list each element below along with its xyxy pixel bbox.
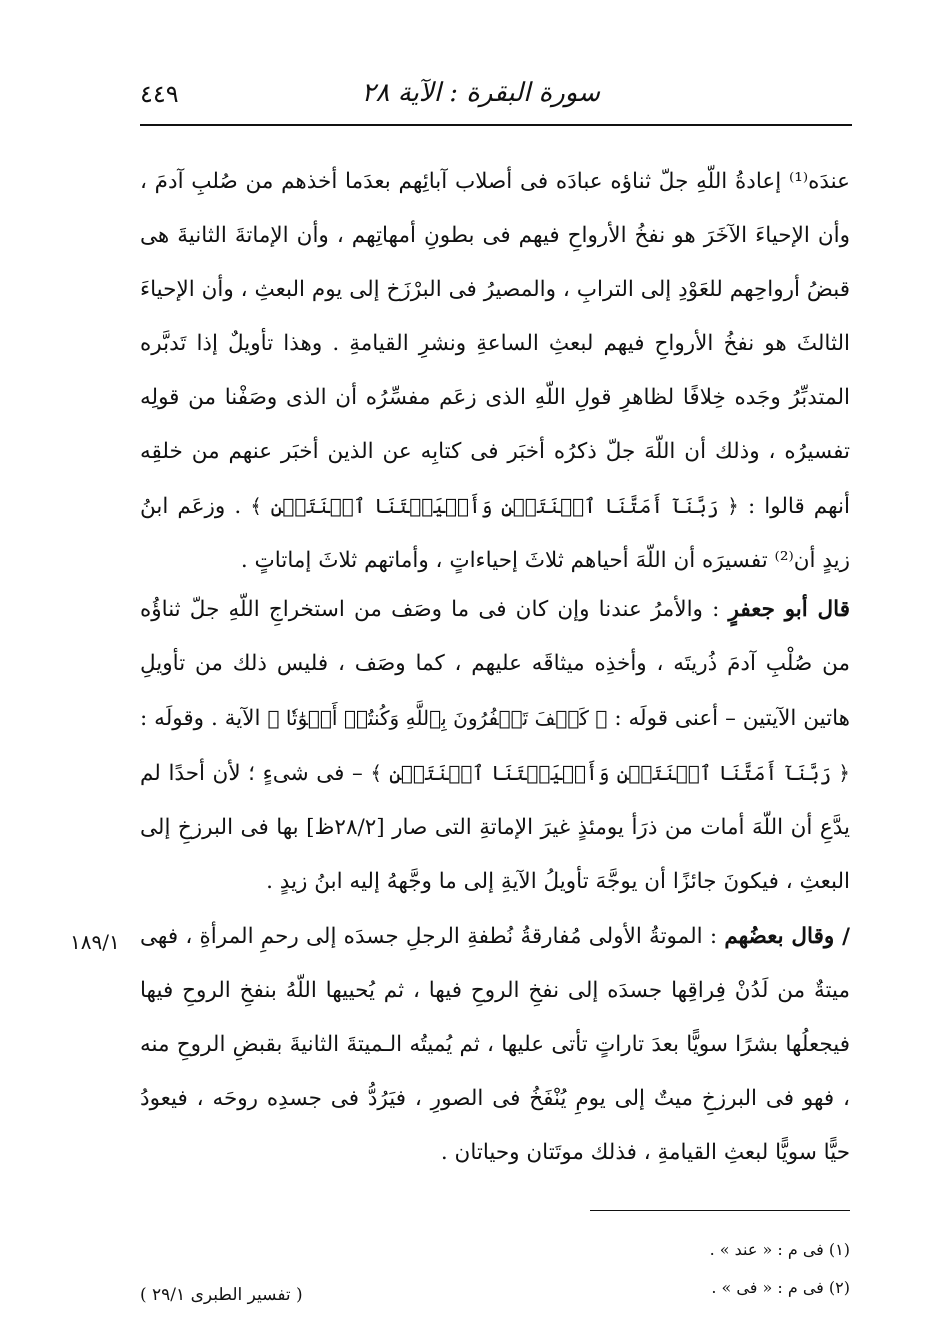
paragraph-1-continuation: . وزعَم ابنُ زيدٍ أن⁽²⁾ تفسيرَه أن اللّهَ أحياهم ثلاثَ إحياءاتٍ ، وأماتهم ثلاثَ إماتاتٍ . <box>140 494 850 573</box>
footnote-rule <box>590 1210 850 1211</box>
margin-reference: ١٨٩/١ <box>70 930 120 954</box>
page-number: ٤٤٩ <box>140 80 179 108</box>
quran-quote-2: ﴿ كَيۡفَ تَكۡفُرُونَ بِٱللَّهِ وَكُنتُمۡ أَمۡوَٰتٗا ﴾ <box>267 706 608 730</box>
paragraph-2-text-a: : والأمرُ عندنا وإن كان فى ما وصَف من استخراجِ اللّهِ جلّ ثناؤُه من صُلْبِ آدمَ ذُريتَه ، وأخذِه ميثاقَه عليهم ، كما وصَف ، فليس ذلك من تأويلِ هاتين الآيتين – أعنى قولَه : <box>140 597 850 731</box>
paragraph-3 <box>140 910 850 1180</box>
paragraph-2-text-b: الآية . وقولَه : <box>140 706 261 731</box>
paragraph-2-lead: قال أبو جعفرٍ <box>728 597 851 622</box>
header-rule <box>140 124 852 126</box>
paragraph-1 <box>140 155 850 588</box>
paragraph-2 <box>140 583 850 909</box>
quran-quote-3: ﴿ رَبَّنَآ أَمَتَّنَا ٱثۡنَتَيۡنِ وَأَحۡيَيۡتَنَا ٱثۡنَتَيۡنِ ﴾ <box>370 761 850 785</box>
paragraph-3-lead: / وقال بعضُهم <box>724 924 850 949</box>
quran-quote-1: ﴿ رَبَّنَآ أَمَتَّنَا ٱثۡنَتَيۡنِ وَأَحۡيَيۡتَنَا ٱثۡنَتَيۡنِ ﴾ <box>250 494 739 518</box>
footnote-1: (١) فى م : « عند » . <box>709 1240 850 1259</box>
paragraph-2-text-c: – فى شىءٍ ؛ لأن أحدًا لم يدَّعِ أن اللّهَ أمات من ذرَأ يومئذٍ غيرَ الإماتةِ التى صار [٢٨/٢ظ] بها فى البرزخِ إلى البعثِ ، فيكونَ جائزًا أن يوجَّهَ تأويلُ الآيةِ إلى ما وجَّههُ إليه ابنُ زيدٍ . <box>140 761 850 894</box>
running-header <box>140 78 850 118</box>
source-reference: ( تفسير الطبرى ٢٩/١ ) <box>140 1285 303 1305</box>
paragraph-1-text: عندَه⁽¹⁾ إعادةُ اللّهِ جلّ ثناؤه عبادَه فى أصلاب آبائِهم بعدَما أخذهم من صُلبِ آدمَ ، وأن الإحياءَ الآخَرَ هو نفخُ الأرواحِ فيهم فى بطونِ أمهاتِهم ، وأن الإماتةَ الثانيةَ هى قبضُ أرواحِهم للعَوْدِ إلى الترابِ ، والمصيرُ فى البرْزَخ إلى يوم البعثِ ، وأن الإحياءَ الثالثَ هو نفخُ الأرواحِ فيهم لبعثِ الساعةِ ونشرِ القيامةِ . وهذا تأويلٌ إذا تَدبَّره المتدبِّرُ وجَده خِلافًا لظاهرِ قولِ اللّهِ الذى زعَم مفسِّرُه أن الذى وصَفْنا من قولِه تفسيرُه ، وذلك أن اللّهَ جلّ ذكرُه أخبَر فى كتابِه عن الذين أخبَر عنهم من خلقِه أنهم قالوا : <box>140 169 850 519</box>
header-title: سورة البقرة : الآية ٢٨ <box>361 78 600 108</box>
paragraph-3-text: : الموتةُ الأولى مُفارقةُ نُطفةِ الرجلِ جسدَه إلى رحمِ المرأةِ ، فهى ميتةٌ من لَدُنْ فِراقِها جسدَه إلى نفخِ الروحِ فيها ، ثم يُحييها اللّهُ بنفخِ الروحِ فيها فيجعلُها بشرًا سويًّا بعدَ تاراتٍ تأتى عليها ، ثم يُميتُه الـميتةَ الثانيةَ بقبضِ الروحِ منه ، فهو فى البرزخِ ميتٌ إلى يومِ يُنْفَخُ فى الصورِ ، فيَرُدُّ فى جسدِه روحَه ، فيعودُ حيًّا سويًّا لبعثِ القيامةِ ، فذلك موتَتان وحياتان . <box>140 924 850 1165</box>
footnote-2: (٢) فى م : « فى » . <box>711 1278 850 1297</box>
